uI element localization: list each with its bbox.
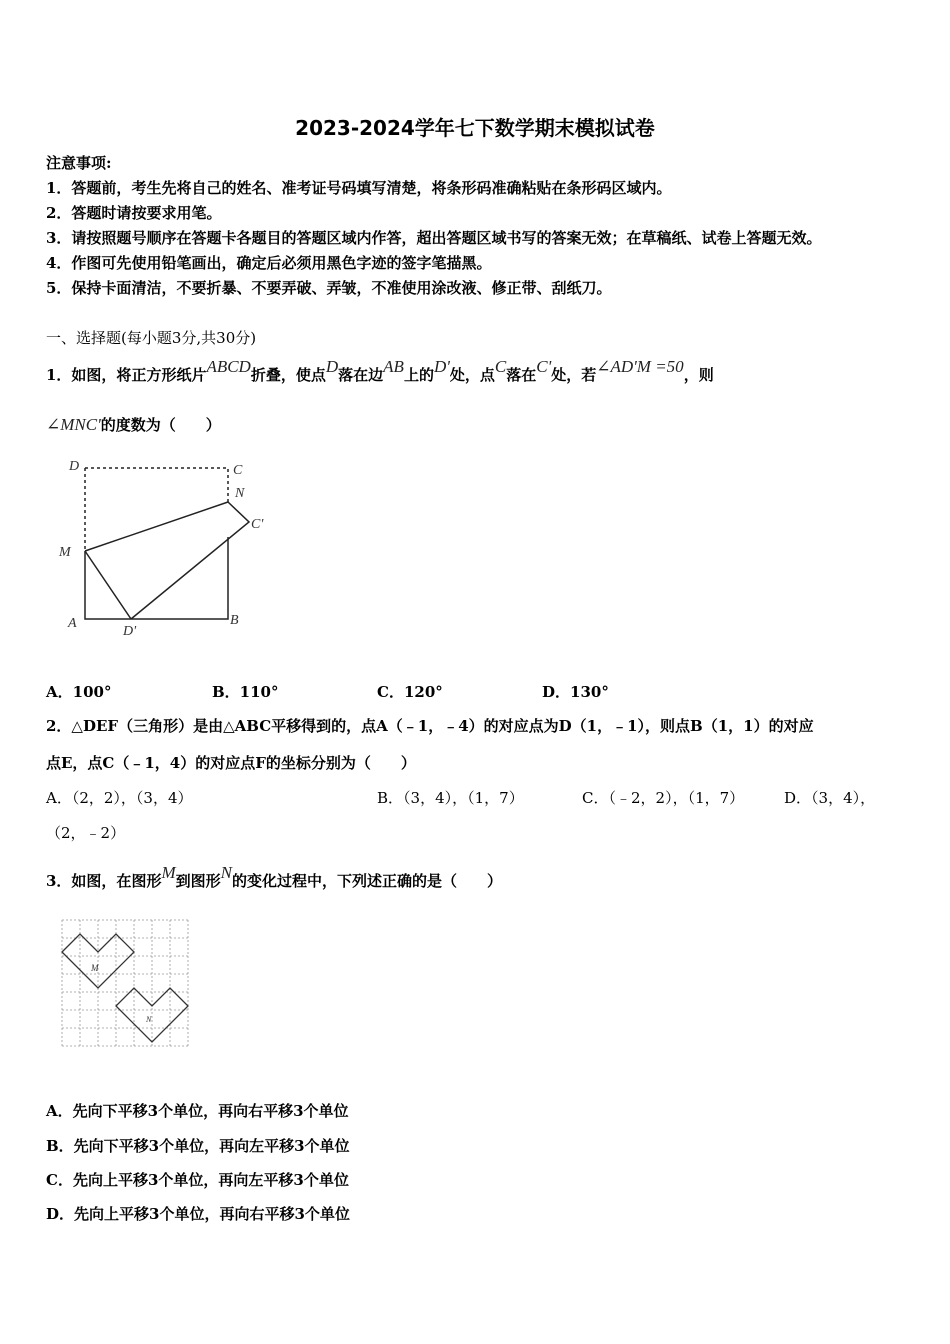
q1-text: 折叠，使点 <box>250 366 326 384</box>
q2-option-d-cont: （2，﹣2） <box>46 824 126 842</box>
notice-item: 2．答题时请按要求用笔。 <box>46 204 222 222</box>
notice-heading: 注意事项: <box>46 154 112 172</box>
q1-text: 落在 <box>506 366 537 384</box>
grid <box>62 920 188 1046</box>
q3-grid-heart-figure <box>60 918 190 1048</box>
fold-line <box>85 502 228 551</box>
label-a: A <box>68 616 77 631</box>
q1-text: 的度数为（ ） <box>100 416 221 434</box>
q2-option-c: C．（﹣2，2），（1，7） <box>582 789 745 807</box>
page-title: 2023-2024学年七下数学期末模拟试卷 <box>295 116 655 140</box>
label-m: M <box>59 545 71 560</box>
q1-math: C' <box>536 357 552 376</box>
q3-math: M <box>161 863 176 882</box>
q1-option-a: A．100° <box>46 683 112 701</box>
dashed-original-edge <box>85 468 228 502</box>
q1-math: ∠MNC' <box>46 415 101 434</box>
q1-math: ABCD <box>206 357 251 376</box>
q1-square-fold-figure <box>55 455 275 645</box>
q1-text: 处，点 <box>449 366 495 384</box>
q3-text: 的变化过程中，下列述正确的是（ ） <box>231 872 502 890</box>
q2-option-a: A．（2，2），（3，4） <box>46 789 193 807</box>
q3-option-c: C．先向上平移3个单位，再向左平移3个单位 <box>46 1171 349 1189</box>
q3-option-a: A．先向下平移3个单位，再向右平移3个单位 <box>46 1102 349 1120</box>
question-2-line1: 2．△DEF（三角形）是由△ABC平移得到的，点A（﹣1，﹣4）的对应点为D（1，﹣1），则点B（1，1）的对应 <box>46 717 814 735</box>
label-d-prime: D' <box>123 624 137 639</box>
q1-text: 落在边 <box>338 366 384 384</box>
q1-math: D <box>325 357 339 376</box>
q1-math: C <box>494 357 507 376</box>
folded-edge <box>131 502 249 619</box>
q2-option-b: B．（3，4），（1，7） <box>377 789 524 807</box>
q1-math: D' <box>433 357 450 376</box>
label-heart-n: N <box>146 1015 152 1024</box>
question-1-stem-line2 <box>46 414 221 435</box>
notice-item: 5．保持卡面清洁，不要折暴、不要弄破、弄皱，不准使用涂改液、修正带、刮纸刀。 <box>46 279 612 297</box>
q1-option-c: C．120° <box>377 683 443 701</box>
q1-text: 处，若 <box>551 366 597 384</box>
notice-item: 3．请按照题号顺序在答题卡各题目的答题区域内作答，超出答题区域书写的答案无效；在草稿纸、试卷上答题无效。 <box>46 229 822 247</box>
q1-math: ∠AD'M =50 <box>596 357 684 376</box>
label-d: D <box>69 459 80 474</box>
q3-text: 3．如图，在图形 <box>46 872 162 890</box>
question-1-stem <box>46 357 714 385</box>
segment-md <box>85 551 131 619</box>
q3-math: N <box>220 863 232 882</box>
q3-text: 到图形 <box>175 872 221 890</box>
q1-math: AB <box>383 357 404 376</box>
q1-text: 上的 <box>403 366 434 384</box>
q1-option-d: D．130° <box>542 683 609 701</box>
notice-item: 4．作图可先使用铅笔画出，确定后必须用黑色字迹的签字笔描黑。 <box>46 254 492 272</box>
question-3-stem <box>46 863 502 891</box>
q1-text: 1．如图，将正方形纸片 <box>46 366 207 384</box>
label-n: N <box>235 486 245 501</box>
label-b: B <box>230 613 239 628</box>
label-c-prime: C' <box>251 517 264 532</box>
label-heart-m: M <box>91 963 99 973</box>
notice-item: 1．答题前，考生先将自己的姓名、准考证号码填写清楚，将条形码准确粘贴在条形码区域内。 <box>46 179 672 197</box>
q1-option-b: B．110° <box>212 683 279 701</box>
q3-option-b: B．先向下平移3个单位，再向左平移3个单位 <box>46 1137 350 1155</box>
q2-option-d: D．（3，4）， <box>784 789 876 807</box>
label-c: C <box>233 463 243 478</box>
question-2-line2: 点E，点C（﹣1，4）的对应点F的坐标分别为（ ） <box>46 754 416 772</box>
section-heading: 一、选择题(每小题3分,共30分) <box>46 329 257 347</box>
square-edge <box>85 537 228 619</box>
q1-text: ，则 <box>683 366 714 384</box>
q3-option-d: D．先向上平移3个单位，再向右平移3个单位 <box>46 1205 350 1223</box>
